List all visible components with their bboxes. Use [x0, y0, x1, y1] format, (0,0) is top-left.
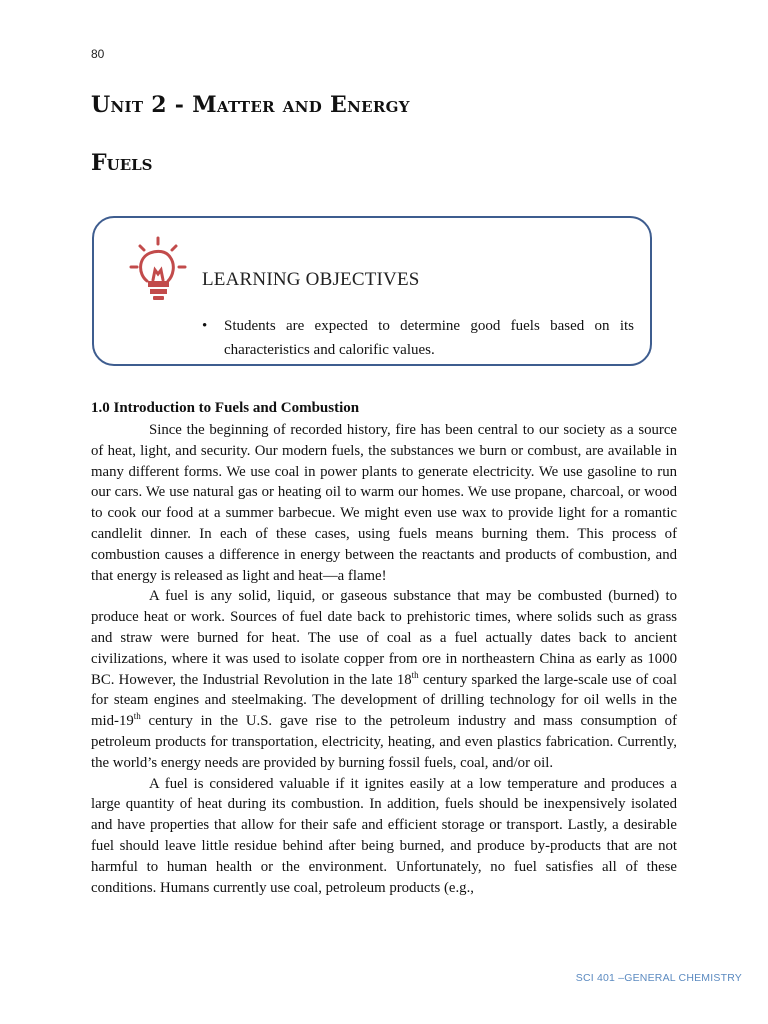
paragraph-2 — [91, 586, 677, 773]
body-text — [91, 420, 677, 898]
objective-item: • Students are expected to determine good fuels based on its characteristics and calorific values. — [202, 314, 634, 362]
objectives-list — [202, 314, 634, 362]
paragraph-3: A fuel is considered valuable if it ignites easily at a low temperature and produces a large quantity of heat during its combustion. In addition, fuels should be inexpensively isolated and have properties that allow for their safe and efficient storage or transport. Lastly, a desirable fuel should leave little residue behind after being burned, and produce by-products that are not harmful to human health or the environment. Unfortunately, no fuel satisfies all of these conditions. Humans currently use coal, petroleum products (e.g., — [91, 775, 677, 896]
lightbulb-icon — [128, 234, 188, 306]
ordinal-suffix: th — [411, 669, 419, 680]
learning-objectives-box — [92, 216, 652, 366]
section-heading: 1.0 Introduction to Fuels and Combustion — [91, 400, 360, 416]
paragraph-1: Since the beginning of recorded history, fire has been central to our society as a source of heat, light, and security. Our modern fuels, the substances we burn or combust, are available in many different forms. We use coal in power plants to generate electricity. We use gasoline to run our cars. We use natural gas or heating oil to warm our homes. We use propane, charcoal, or wood to cook our food at a summer barbecue. We might even use wax to provide light for a romantic candlelit dinner. In each of these cases, using fuels means burning them. This process of combustion causes a difference in energy between the reactants and products of combustion, and that energy is released as light and heat—a flame! — [91, 422, 677, 584]
paragraph-2-part-b: century sparked the large-scale use of coal for steam engines and steelmaking. The development of drilling technology for oil wells in the mid-19 — [91, 671, 677, 730]
footer-course-label: SCI 401 –GENERAL CHEMISTRY — [575, 972, 742, 984]
section-title: Fuels — [91, 150, 153, 176]
page-number: 80 — [91, 47, 105, 61]
unit-title: Unit 2 - Matter and Energy — [91, 92, 410, 118]
learning-objectives-heading: LEARNING OBJECTIVES — [202, 269, 420, 290]
paragraph-2-part-c: century in the U.S. gave rise to the petroleum industry and mass consumption of petroleum products for transportation, electricity, heating, and even plastics fabrication. Currently, the world’s energy needs are provided by burning fossil fuels, coal, and/or oil. — [91, 713, 677, 771]
ordinal-suffix: th — [133, 711, 141, 722]
paragraph-2-part-a: A fuel is any solid, liquid, or gaseous substance that may be combusted (burned) to produce heat or work. Sources of fuel date back to prehistoric times, where solids such as grass and straw were burned for heat. The use of coal as a fuel actually dates back to ancient civilizations, where it was used to isolate copper from ore in northeastern China as early as 1000 BC. However, the Industrial Revolution in the late 18 — [91, 588, 677, 688]
